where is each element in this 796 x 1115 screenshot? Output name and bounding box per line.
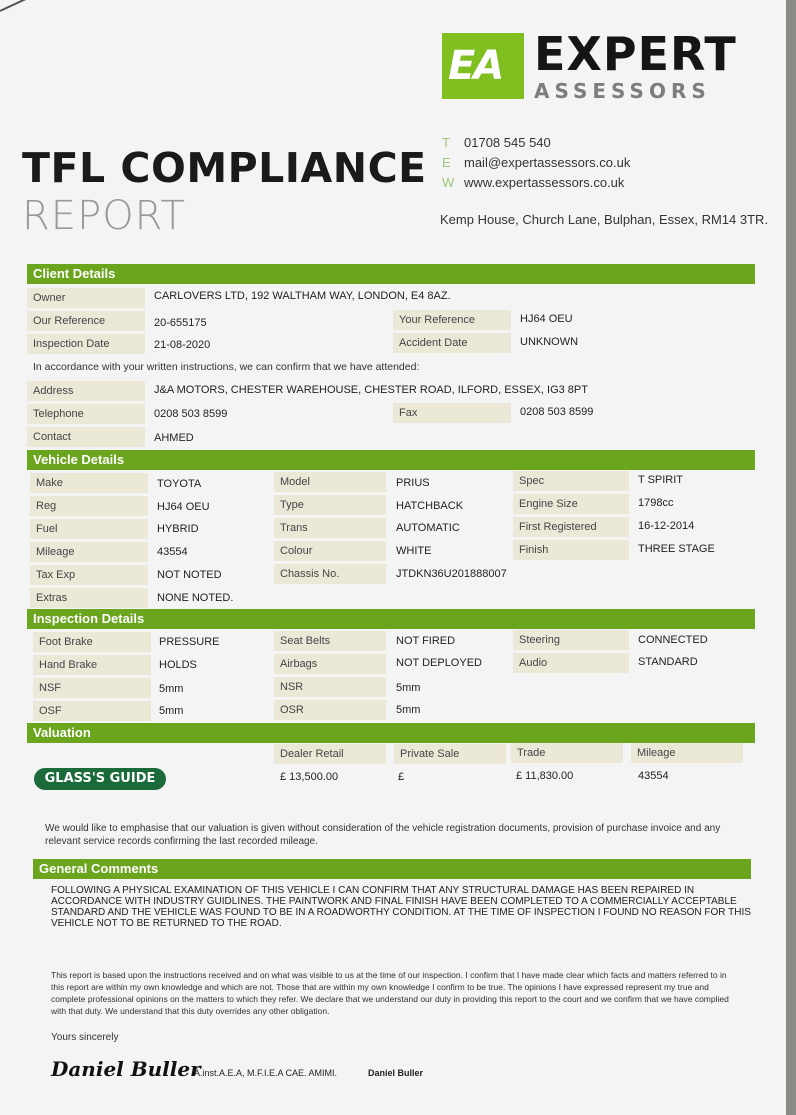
nsr-label: NSR [274,677,386,697]
extras-label: Extras [30,588,148,608]
contact-value: AHMED [154,432,194,444]
signatory-qualifications: A.inst.A.E.A, M.F.I.E.A CAE. AMIMI. [194,1068,338,1078]
owner-value: CARLOVERS LTD, 192 WALTHAM WAY, LONDON, E4 8AZ. [154,290,451,302]
our-reference-label: Our Reference [27,311,145,331]
inspection-date-label: Inspection Date [27,334,145,354]
telephone-label: Telephone [27,404,145,424]
expert-assessors-logo [442,27,752,103]
client-details-heading: Client Details [27,264,755,284]
valuation-note: We would like to emphasise that our valuation is given without consideration of the vehicle registration documents, provision of purchase invoice and any relevant service records confirming the last recorded mileage. [45,823,721,847]
dealer-retail-value: £ 13,500.00 [280,771,339,783]
email-key: E [442,155,451,170]
fuel-label: Fuel [30,519,148,539]
glass-guide-logo: GLASS'S GUIDE [34,768,166,790]
finish-label: Finish [513,540,629,560]
finish-value: THREE STAGE [638,543,715,555]
foot-brake-value: PRESSURE [159,636,220,648]
trade-label: Trade [511,743,623,763]
contact-web[interactable] [442,175,624,190]
telephone-value-client: 0208 503 8599 [154,408,228,420]
mileage-label: Mileage [30,542,148,562]
foot-brake-label: Foot Brake [33,632,151,652]
yours-sincerely: Yours sincerely [51,1032,119,1043]
accident-date-value: UNKNOWN [520,336,579,348]
report-subtitle: REPORT [22,193,186,239]
vehicle-details-heading: Vehicle Details [27,450,755,470]
colour-label: Colour [274,541,386,561]
fax-value: 0208 503 8599 [520,406,594,418]
airbags-label: Airbags [274,654,386,674]
spec-label: Spec [513,471,629,491]
inspection-date-value: 21-08-2020 [154,339,211,351]
trans-label: Trans [274,518,386,538]
extras-value: NONE NOTED. [157,592,234,604]
logo-badge [442,33,524,99]
report-title: TFL COMPLIANCE [22,144,427,192]
make-value: TOYOTA [157,478,202,490]
logo-expert-text: EXPERT [534,27,737,81]
email-value[interactable]: mail@expertassessors.co.uk [464,155,631,170]
your-reference-label: Your Reference [393,310,511,330]
reg-label: Reg [30,496,148,516]
osr-label: OSR [274,700,386,720]
signatory-name: Daniel Buller [368,1068,424,1078]
fax-label: Fax [393,403,511,423]
engine-size-value: 1798cc [638,497,674,509]
company-address: Kemp House, Church Lane, Bulphan, Essex, RM14 3TR. [440,212,769,227]
web-key: W [442,175,455,190]
telephone-value: 01708 545 540 [464,135,551,150]
logo-ea-text: EA [448,43,503,89]
mileage-value: 43554 [157,546,188,558]
address-value: J&A MOTORS, CHESTER WAREHOUSE, CHESTER ROAD, ILFORD, ESSEX, IG3 8PT [154,384,588,396]
valuation-heading: Valuation [27,723,755,743]
type-value: HATCHBACK [396,500,464,512]
fuel-value: HYBRID [157,523,199,535]
tax-exp-label: Tax Exp [30,565,148,585]
spec-value: T SPIRIT [638,474,684,486]
private-sale-label: Private Sale [394,744,506,764]
signature: Daniel Buller [51,1057,201,1081]
chassis-label: Chassis No. [274,564,386,584]
reg-value: HJ64 OEU [157,501,210,513]
first-registered-label: First Registered [513,517,629,537]
nsf-value: 5mm [159,683,184,695]
type-label: Type [274,495,386,515]
nsr-value: 5mm [396,682,421,694]
seat-belts-label: Seat Belts [274,631,386,651]
audio-value: STANDARD [638,656,698,668]
nsf-label: NSF [33,678,151,698]
trade-value: £ 11,830.00 [516,770,574,782]
valuation-mileage-value: 43554 [638,770,669,782]
owner-label: Owner [27,288,145,308]
page-fold-mark [0,0,41,12]
address-label: Address [27,381,145,401]
private-sale-value: £ [398,771,405,783]
contact-telephone [442,135,551,150]
tax-exp-value: NOT NOTED [157,569,222,581]
chassis-value: JTDKN36U201888007 [396,568,507,580]
telephone-key: T [442,135,450,150]
your-reference-value: HJ64 OEU [520,313,573,325]
dealer-retail-label: Dealer Retail [274,744,386,764]
accordance-statement: In accordance with your written instructions, we can confirm that we have attended: [33,361,420,373]
contact-email[interactable] [442,155,630,170]
model-value: PRIUS [396,477,430,489]
model-label: Model [274,472,386,492]
web-value[interactable]: www.expertassessors.co.uk [464,175,625,190]
airbags-value: NOT DEPLOYED [396,657,482,669]
hand-brake-label: Hand Brake [33,655,151,675]
make-label: Make [30,473,148,493]
seat-belts-value: NOT FIRED [396,635,456,647]
first-registered-value: 16-12-2014 [638,520,695,532]
hand-brake-value: HOLDS [159,659,197,671]
general-comments-text: FOLLOWING A PHYSICAL EXAMINATION OF THIS VEHICLE I CAN CONFIRM THAT ANY STRUCTURAL DAMAGE HAS BEEN REPAIRED IN ACCORDANCE WITH INDUSTRY GUIDLINES. THE PAINTWORK AND FINAL FINISH HAVE BEEN COMPLETED TO A COMMERCIALLY ACCEPTABLE STANDARD AND THE VEHICLE WAS FOUND TO BE IN A ROADWORTHY CONDITION. AT THE TIME OF INSPECTION I FOUND NO REASON FOR THIS VEHICLE NOT TO BE RETURNED TO THE ROAD. [51,885,751,929]
trans-value: AUTOMATIC [396,522,460,534]
engine-size-label: Engine Size [513,494,629,514]
colour-value: WHITE [396,545,432,557]
logo-assessors-text: ASSESSORS [534,79,711,103]
osf-value: 5mm [159,705,184,717]
osr-value: 5mm [396,704,421,716]
audio-label: Audio [513,653,629,673]
osf-label: OSF [33,701,151,721]
valuation-mileage-label: Mileage [631,743,743,763]
steering-label: Steering [513,630,629,650]
steering-value: CONNECTED [638,634,708,646]
accident-date-label: Accident Date [393,333,511,353]
inspection-details-heading: Inspection Details [27,609,755,629]
general-comments-heading: General Comments [33,859,751,879]
contact-label: Contact [27,427,145,447]
legal-declaration: This report is based upon the instructions received and on what was visible to us at the time of our inspection. I confirm that I have made clear which facts and matters referred to in this report are within my own knowledge and which are not. Those that are within my own knowledge I confirm to be true. The opinions I have expressed represent my true and complete professional opinions on the matters to which they refer. We declare that we understand our duty in providing this report to the court and we confirm that we have complied with that duty. We understand that this duty overrides any other obligation. [51,970,729,1016]
our-reference-value: 20-655175 [154,317,207,329]
